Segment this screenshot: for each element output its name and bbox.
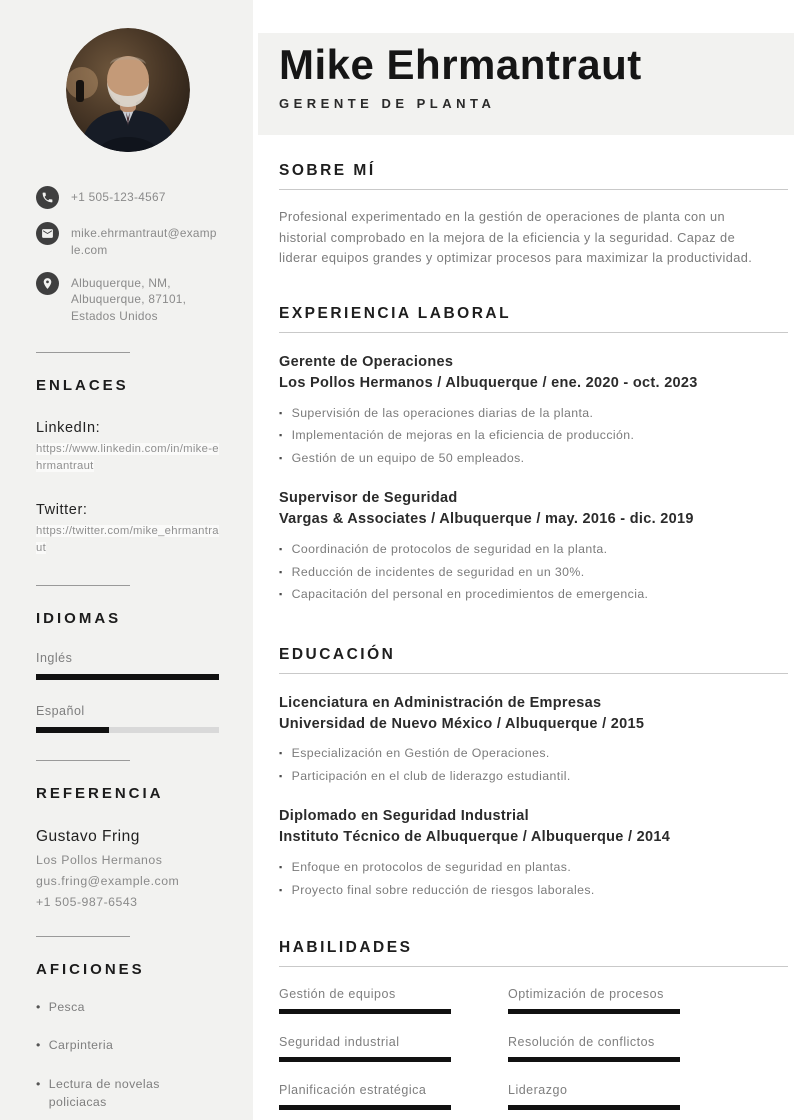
- language-item: [36, 651, 219, 680]
- education-heading: EDUCACIÓN: [279, 646, 788, 674]
- main-column: [258, 0, 794, 1120]
- contact-address: [36, 272, 219, 325]
- reference-heading: REFERENCIA: [36, 784, 164, 802]
- profile-photo: [66, 28, 190, 152]
- skills-grid: [279, 987, 788, 1110]
- bullet-item: ▪ Supervisión de las operaciones diarias de la planta.: [279, 402, 788, 425]
- hobby-item: [36, 1036, 219, 1054]
- hobby-text: Pesca: [48, 999, 85, 1014]
- job-bullets: [279, 538, 788, 606]
- reference-email: gus.fring@example.com: [36, 873, 180, 888]
- job-title: Gerente de Operaciones: [279, 354, 454, 371]
- degree-meta: Instituto Técnico de Albuquerque / Albuquerque / 2014: [279, 829, 671, 846]
- bullet-square-icon: ▪: [279, 884, 283, 895]
- hobby-text: Carpinteria: [48, 1038, 114, 1053]
- bullet-item: ▪ Gestión de un equipo de 50 empleados.: [279, 447, 788, 470]
- languages-heading: IDIOMAS: [36, 609, 122, 627]
- about-text: Profesional experimentado en la gestión de operaciones de planta con un historial comprobado en la mejora de la eficiencia y la seguridad. Capaz de liderar equipos grandes y optimizar procesos para maximizar la productividad.: [279, 209, 753, 266]
- about-heading: SOBRE MÍ: [279, 162, 788, 190]
- contact-email: [36, 222, 219, 259]
- job-title: Supervisor de Seguridad: [279, 490, 458, 507]
- skill-name: Resolución de conflictos: [508, 1035, 655, 1050]
- language-item: [36, 704, 219, 733]
- skill-name: Planificación estratégica: [279, 1083, 427, 1098]
- skills-heading: HABILIDADES: [279, 939, 788, 967]
- link-item-twitter: [36, 502, 219, 558]
- reference-name: Gustavo Fring: [36, 827, 140, 845]
- link-item-linkedin: [36, 420, 219, 476]
- bullet-item: ▪ Reducción de incidentes de seguridad en un 30%.: [279, 561, 788, 584]
- education-entry: [279, 693, 788, 788]
- header-block: [258, 33, 794, 135]
- language-level-bar: [36, 727, 219, 733]
- sidebar-divider: [36, 760, 130, 761]
- education-entry: [279, 806, 788, 901]
- section-skills: [279, 939, 788, 1110]
- skill-name: Optimización de procesos: [508, 987, 664, 1002]
- bullet-item: ▪ Coordinación de protocolos de seguridad en la planta.: [279, 538, 788, 561]
- degree-title: Diplomado en Seguridad Industrial: [279, 808, 529, 825]
- contact-list: [36, 186, 219, 325]
- person-name: Mike Ehrmantraut: [279, 41, 642, 88]
- section-education: [279, 646, 788, 902]
- bullet-square-icon: ▪: [279, 589, 283, 600]
- degree-bullets: [279, 856, 788, 901]
- experience-entry: [279, 488, 788, 605]
- sidebar-divider: [36, 585, 130, 586]
- bullet-item: ▪ Enfoque en protocolos de seguridad en plantas.: [279, 856, 788, 879]
- skill-name: Seguridad industrial: [279, 1035, 400, 1050]
- bullet-dot-icon: •: [36, 999, 41, 1014]
- reference-company: Los Pollos Hermanos: [36, 852, 163, 867]
- skill-item: [508, 1035, 680, 1062]
- bullet-square-icon: ▪: [279, 862, 283, 873]
- link-label: LinkedIn:: [36, 419, 101, 436]
- language-level-bar: [36, 674, 219, 680]
- skill-item: [279, 1083, 451, 1110]
- skill-level-bar: [508, 1105, 680, 1110]
- degree-bullets: [279, 742, 788, 787]
- link-url[interactable]: https://twitter.com/mike_ehrmantraut: [36, 524, 219, 555]
- bullet-item: ▪ Implementación de mejoras en la eficiencia de producción.: [279, 424, 788, 447]
- skill-level-bar: [279, 1057, 451, 1062]
- degree-title: Licenciatura en Administración de Empresas: [279, 694, 602, 711]
- links-heading: ENLACES: [36, 376, 129, 394]
- language-name: Español: [36, 703, 85, 718]
- hobbies-heading: AFICIONES: [36, 960, 145, 978]
- hobby-text: Lectura de novelas policiacas: [48, 1076, 160, 1110]
- degree-meta: Universidad de Nuevo México / Albuquerque / 2015: [279, 715, 645, 732]
- skill-name: Liderazgo: [508, 1083, 568, 1098]
- skill-item: [508, 987, 680, 1014]
- bullet-dot-icon: •: [36, 1076, 41, 1091]
- bullet-dot-icon: •: [36, 1038, 41, 1053]
- contact-phone: [36, 186, 219, 209]
- hobby-item: [36, 998, 219, 1016]
- section-about: [279, 162, 788, 269]
- sidebar-divider: [36, 936, 130, 937]
- link-label: Twitter:: [36, 501, 88, 518]
- bullet-square-icon: ▪: [279, 748, 283, 759]
- skill-name: Gestión de equipos: [279, 987, 396, 1002]
- bullet-square-icon: ▪: [279, 770, 283, 781]
- skill-item: [279, 987, 451, 1014]
- bullet-item: ▪ Capacitación del personal en procedimientos de emergencia.: [279, 583, 788, 606]
- reference-phone: +1 505-987-6543: [36, 894, 138, 909]
- address-text: Albuquerque, NM, Albuquerque, 87101, Estados Unidos: [71, 275, 187, 323]
- skill-level-bar: [279, 1105, 451, 1110]
- phone-text: +1 505-123-4567: [71, 190, 166, 204]
- bullet-square-icon: ▪: [279, 407, 283, 418]
- bullet-square-icon: ▪: [279, 430, 283, 441]
- experience-entry: [279, 352, 788, 469]
- sidebar: [0, 0, 253, 1120]
- bullet-item: ▪ Proyecto final sobre reducción de riesgos laborales.: [279, 879, 788, 902]
- person-title: GERENTE DE PLANTA: [279, 96, 496, 112]
- sidebar-divider: [36, 352, 130, 353]
- bullet-item: ▪ Participación en el club de liderazgo estudiantil.: [279, 765, 788, 788]
- link-url[interactable]: https://www.linkedin.com/in/mike-ehrmantraut: [36, 442, 219, 473]
- language-name: Inglés: [36, 650, 73, 665]
- job-meta: Los Pollos Hermanos / Albuquerque / ene. 2020 - oct. 2023: [279, 375, 698, 392]
- bullet-item: ▪ Especialización en Gestión de Operaciones.: [279, 742, 788, 765]
- skill-item: [279, 1035, 451, 1062]
- job-meta: Vargas & Associates / Albuquerque / may. 2016 - dic. 2019: [279, 511, 694, 528]
- bullet-square-icon: ▪: [279, 544, 283, 555]
- skill-level-bar: [279, 1009, 451, 1014]
- email-icon: [36, 222, 59, 245]
- bullet-square-icon: ▪: [279, 566, 283, 577]
- skill-item: [508, 1083, 680, 1110]
- portrait-illustration: [66, 28, 190, 152]
- section-experience: [279, 305, 788, 606]
- location-pin-icon: [36, 272, 59, 295]
- phone-icon: [36, 186, 59, 209]
- job-bullets: [279, 402, 788, 470]
- email-text: mike.ehrmantraut@example.com: [71, 226, 217, 257]
- experience-heading: EXPERIENCIA LABORAL: [279, 305, 788, 333]
- bullet-square-icon: ▪: [279, 452, 283, 463]
- hobby-item: [36, 1075, 219, 1112]
- skill-level-bar: [508, 1057, 680, 1062]
- skill-level-bar: [508, 1009, 680, 1014]
